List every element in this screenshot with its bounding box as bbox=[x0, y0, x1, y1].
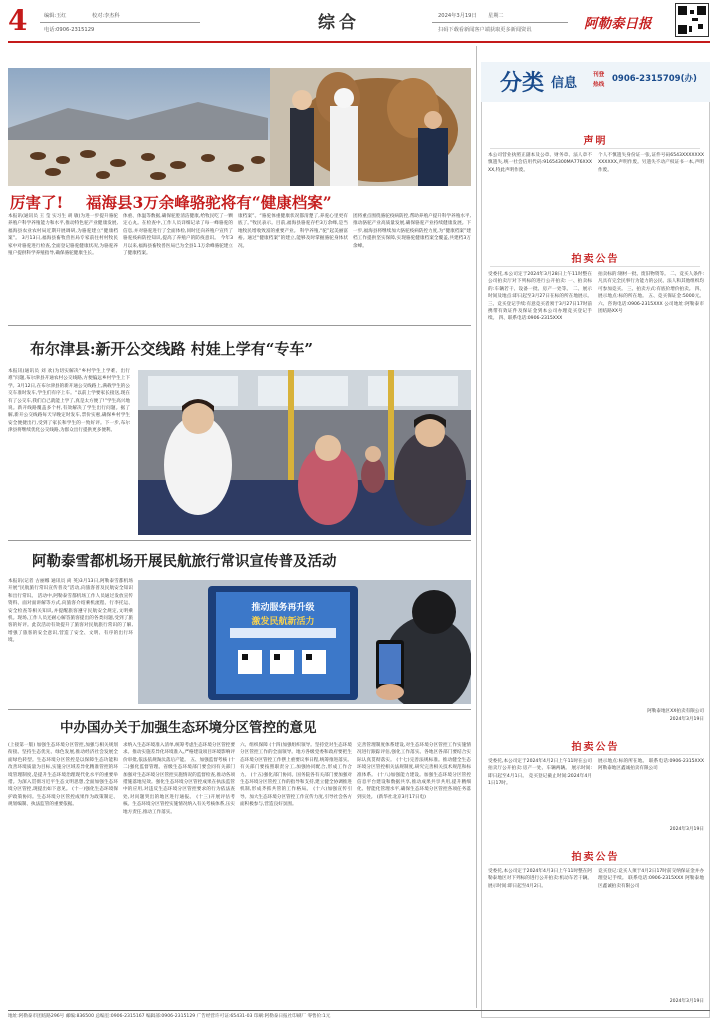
article3-headline: 阿勒泰雪都机场开展民航旅行常识宣传普及活动 bbox=[32, 553, 337, 570]
article1-column-3: 康档案”。“骆驼体重健康状况都清楚了,养驼心里更有底了。”牧民表示。目前,福海县骆驼存栏3万余峰,是当地牧民增收致富的重要产业。 科学养殖,“驼”起美丽富裕。通过“健康档案”的建立,能够及时掌握骆驼身体状况。 bbox=[238, 214, 348, 249]
article4-column-4: 完善管理制度体系建设,对生态环境分区管控工作实施情况进行跟踪评估,强化工作落实。各地区各部门要结合实际认真贯彻落实。 (十七)完善法规标准。推动健全生态环境分区管控相关法规制度,研究完善相关技术规范和标准体系。 (十八)加强能力建设。加强生态环境分区管控信息平台建设和数据共享,推动成果共享共用,提升精细化、智能化管理水平,确保生态环境分区管控各项任务落到实处。 (新华社北京3月17日电) bbox=[357, 743, 471, 800]
article-divider-3 bbox=[8, 709, 471, 710]
phone-label: 电话:0906-2315129 bbox=[44, 27, 95, 33]
screen-slogan-line-2: 激发民航新活力 bbox=[251, 617, 315, 627]
auction-1-divider bbox=[490, 266, 700, 267]
article4-column-2: 求纳入生态环境准入清单,统筹考虑生态环境分区管控要求。推动实施差异化环境准入,严格建设项目环境影响评价审批,依法依规淘汰落后产能。 五、加强监督考核 (十二)强化监督管理。省级生态环境部门要会同有关部门加强对生态环境分区管控实施情况的监督检查,推动各项措施落地见效。强化生态环境分区管控成果在执法监管中的应用,对违反生态环境分区管控要求的行为依法查处,对问题突出的地区进行通报。 (十三)开展评估考核。生态环境分区管控实施情况纳入有关考核体系,压实地方责任,推动工作落实。 bbox=[123, 743, 235, 815]
editor-label: 编辑:玉红 bbox=[44, 13, 67, 19]
article1-column-2: 体重、体温等数据,确保驼腔清洁健康,给牧民吃了一颗定心丸。在检查中,工作人员详细记录了每一峰骆驼的信息,并对骆驼进行了全面体检,同时还向养殖户宣传了骆驼疫病防控知识,提高了养殖户的防疫意识。 今年3月以来,福海县畜牧兽医局已为全县1.1万余峰骆驼建立了健康档案。 bbox=[123, 214, 233, 257]
article1-headline-emphasis: 厉害了! bbox=[10, 193, 64, 212]
auction-1-text-right: 拍卖标的:钢材一批、废旧物资等。 二、竞买人条件:凡具有完全民事行为能力的公民、法人和其他组织均可参加竞买。 三、拍卖方式:有底价增价拍卖。 四、展示地点:标的所在地。 五、竞买保证金:5000元。 六、咨询电话:0906-2315XXX 公司地址:阿勒泰市团结路XX号 bbox=[598, 272, 704, 315]
airport-promotion-photo bbox=[138, 580, 471, 704]
auction-3-date: 2024年3月19日 bbox=[669, 999, 704, 1004]
auction-2-divider bbox=[490, 754, 700, 755]
hotline-label-2: 热线 bbox=[593, 82, 605, 88]
article-divider bbox=[8, 325, 471, 326]
article-divider-2 bbox=[8, 540, 471, 541]
camel-herd-photo bbox=[8, 68, 471, 186]
auction-1-date: 2024年3月19日 bbox=[669, 717, 704, 722]
hotline-label-1: 刊登 bbox=[593, 72, 605, 78]
issue-date: 2024年3月19日 bbox=[438, 13, 477, 19]
app-download-tip: 扫码下载看新闻客户端获取更多新闻资讯 bbox=[438, 27, 532, 33]
article4-headline: 中办国办关于加强生态环境分区管控的意见 bbox=[60, 720, 317, 736]
footer-info: 地址:阿勒泰市团结路296号 邮编:836500 总编室:0906-2315167 编辑部:0906-2315129 广告经营许可证:65431-03 印刷:阿勒泰日报社印刷厂 零售价:1元 bbox=[8, 1014, 331, 1019]
auction-1-signature: 阿勒泰地区XX拍卖有限公司 bbox=[647, 709, 704, 714]
header-rule bbox=[8, 41, 710, 43]
hotline-number: 0906-2315709(办) bbox=[612, 74, 697, 84]
article3-column-1: 本报讯(记者 古丽娜 通讯员 尚 英)3月13日,阿勒泰雪都机场开展“民航旅行常识宣传普及”活动,向旅客普及民航安全知识和出行常识。 活动中,阿勒泰雪都机场工作人员通过发放宣传资料、面对面讲解等方式,向旅客介绍乘机流程、行李托运、安全检查等相关知识,并提醒旅客遵守民航安全规定,文明乘机。现场,工作人员还耐心解答旅客提出的各类问题,受到了旅客的好评。此次活动有效提升了旅客对民航旅行常识的了解,增强了旅客的安全意识,营造了安全、文明、有序的出行环境。 bbox=[8, 579, 133, 644]
header-divider bbox=[40, 22, 200, 23]
qr-code-icon[interactable] bbox=[675, 3, 709, 37]
classified-subtitle: 信息 bbox=[551, 76, 578, 91]
article1-headline: 福海县3万余峰骆驼将有“健康档案” bbox=[86, 193, 332, 212]
header-divider-right bbox=[432, 22, 568, 23]
auction-2-date: 2024年3月19日 bbox=[669, 827, 704, 832]
notice-text-left: 本公司营业执照正副本及公章、财务章、法人章不慎遗失,统一社会信用代码:91654300MA776XXXXX,特此声明作废。 bbox=[488, 153, 592, 173]
article4-column-3: 六、组织保障 (十四)加强组织领导。坚持党对生态环境分区管控工作的全面领导。地方各级党委和政府要把生态环境分区管控工作摆上重要议事日程,统筹推进落实。有关部门要按照职责分工,加强协同配合,形成工作合力。 (十五)强化部门协同。国务院各有关部门要加强对生态环境分区管控工作的指导和支持,建立健全协调推进机制,形成齐抓共管的工作格局。 (十六)加强宣传引导。加大生态环境分区管控工作宣传力度,引导社会各方面积极参与,营造良好氛围。 bbox=[240, 743, 352, 808]
auction-1-title: 拍卖公告 bbox=[571, 254, 620, 265]
section-title: 综合 bbox=[318, 13, 360, 33]
auction-2-title: 拍卖公告 bbox=[571, 742, 620, 753]
auction-3-title: 拍卖公告 bbox=[571, 852, 620, 863]
article4-column-1: (上接第一版) 加强生态环境分区管控,加强与相关规划衔接。坚持生态优先、绿色发展,推动经济社会发展全面绿色转型。生态环境分区管控是以保障生态功能和改善环境质量为目标,实施分区域差异化精准管控的环境管理制度,是提升生态环境治理现代化水平的重要举措。为深入贯彻习近平生态文明思想,全面加强生态环境分区管控,现提出如下意见。 (十一)强化生态环境保护政策协同。生态环境分区管控成果作为政策制定、规划编制、执法监管的重要依据。 bbox=[8, 743, 118, 808]
article1-column-4: 团将重点围绕骆驼疫病防控,帮助养殖户提升科学养殖水平,推动骆驼产业高质量发展,确保骆驼产业持续健康发展。下一步,福海县将继续加大骆驼疫病防控力度,为“健康档案”建档工作提供坚实保障,实现骆驼健康档案全覆盖,共建档3万余峰。 bbox=[353, 214, 471, 249]
notice-divider bbox=[490, 148, 700, 149]
paper-logo: 阿勒泰日报 bbox=[584, 16, 652, 32]
article1-column-1: 本报讯(通讯员 王 莹 实习生 胡 敏)为进一步提升骆驼养殖户科学养殖能力和水平,推动特色驼产业健康发展,福海县农业农村局近期开展调研,为骆驼建立“健康档案”。 3月13日,福海县畜牧兽医局专家前往村村牧民家中对骆驼进行检查,全面登记骆驼健康状况,为骆驼养殖户提供科学养殖指导,确保骆驼健康生长。 bbox=[8, 214, 118, 257]
page-number: 4 bbox=[8, 4, 28, 37]
article2-column-1: 本报讯(通讯员 刘 欢)为切实解决“乡村学生上学难、出行难”问题,布尔津县开通农村公交线路,方便偏远乡村学生上下学。3月12日,在布尔津县的新开通公交线路上,满载学生的公交车准时发车,学生们有序上车。“以前上学要家长接送,现在有了公交车,我们自己就能上学了,真是太方便了!”学生高兴地说。新开线路覆盖多个村,有效解决了学生出行问题。据了解,新开公交线路每天早晚定时发车,票价实惠,确保乡村学生安全便捷出行,受到了家长和学生的一致好评。下一步,布尔津县将继续优化公交线路,为群众出行提供更多便利。 bbox=[8, 369, 130, 434]
screen-slogan-line-1: 推动服务再升级 bbox=[251, 603, 315, 613]
proofreader-label: 校对:李杰科 bbox=[92, 13, 120, 19]
issue-weekday: 星期二 bbox=[488, 13, 504, 19]
classified-title: 分类 bbox=[500, 70, 545, 96]
notice-text-right: 个人不慎遗失身份证一张,证件号码6543XXXXXXXXXXXXX,声明作废。另遗失不动产权证书一本,声明作废。 bbox=[598, 153, 704, 173]
auction-2-text-left: 受委托,本公司定于2024年4月2日上午11时在公司拍卖厅公开拍卖:房产一处、车辆两辆。 展示时间:即日起至4月1日。 竞买登记截止时间:2024年4月1日17时。 bbox=[488, 759, 592, 787]
auction-3-text-right: 竞买登记:竞买人须于4月2日17时前交纳保证金并办理登记手续。 联系电话:0906-2315XXX 阿勒泰地区鑫诚拍卖有限公司 bbox=[598, 869, 704, 889]
article2-headline: 布尔津县:新开公交线路 村娃上学有“专车” bbox=[30, 340, 314, 358]
notice-title: 声明 bbox=[583, 136, 608, 147]
school-bus-photo bbox=[138, 370, 471, 535]
footer-rule bbox=[8, 1010, 710, 1011]
auction-1-text-left: 受委托,本公司定于2024年3月28日上午11时整在公司拍卖厅对下列标的进行公开拍卖: 一、拍卖标的:车辆若干、设备一批、房产一处等。 二、展示时间及地点:即日起至3月27日在标的所在地展示。 三、竞买登记手续:有意竞买者须于3月27日17时前携带有效证件及保证金到本公司办理竞买登记手续。 四、联系电话:0906-2315XXX bbox=[488, 272, 592, 322]
column-separator bbox=[476, 46, 477, 1008]
auction-3-divider bbox=[490, 864, 700, 865]
auction-3-text-left: 受委托,本公司定于2024年4月3日上午11时整在阿勒泰地区对下列标的进行公开拍卖:机动车若干辆。展示时间:即日起至4月2日。 bbox=[488, 869, 592, 889]
auction-2-text-right: 展示地点:标的所在地。 联系电话:0906-2315XXX 阿勒泰地区鑫诚拍卖有限公司 bbox=[598, 759, 704, 772]
